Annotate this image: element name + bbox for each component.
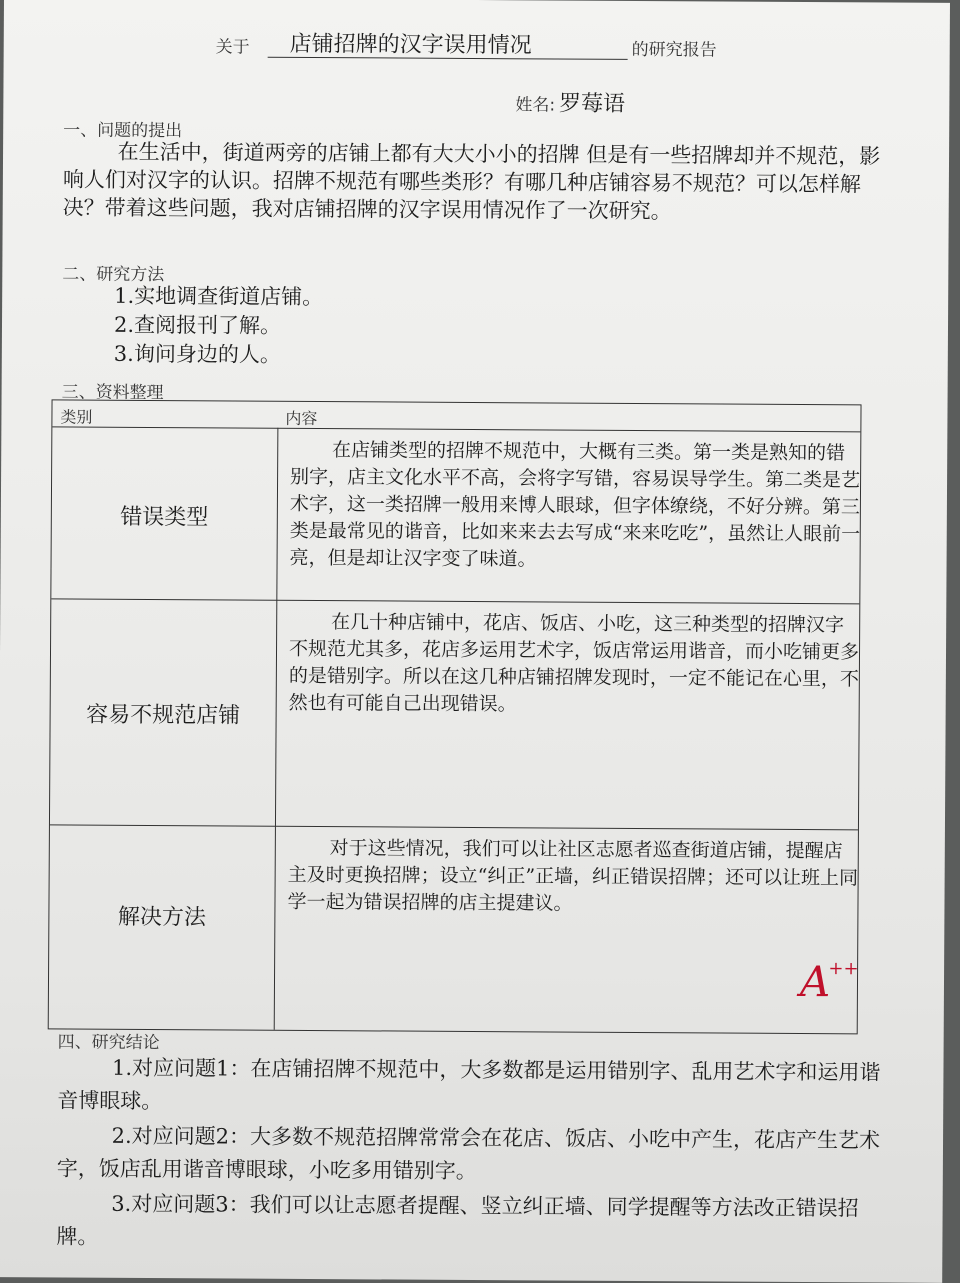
grade-letter: A [799, 956, 831, 1007]
header-category: 类别 [60, 407, 93, 427]
report-title [215, 26, 736, 61]
name-label: 姓名: [515, 95, 556, 116]
section-4-heading: 四、研究结论 [57, 1032, 160, 1054]
method-item-3: 3.询问身边的人。 [113, 341, 281, 367]
method-item-1: 1.实地调查街道店铺。 [114, 283, 324, 310]
title-topic: 店铺招牌的汉字误用情况 [289, 31, 532, 59]
section-2-heading: 二、研究方法 [62, 264, 165, 286]
student-name: 罗莓语 [559, 91, 626, 117]
row-1-content: 在店铺类型的招牌不规范中，大概有三类。第一类是熟知的错别字，店主文化水平不高，会将字写错，容易误导学生。第二类是艺术字，这一类招牌一般用来博人眼球，但字体缭绕，不好分辨。第三类是最常见的谐音，比如来来去去写成“来来吃吃”，虽然让人眼前一亮，但是却让汉字变了味道。 [289, 439, 861, 571]
row-3-content: 对于这些情况，我们可以让社区志愿者巡查街道店铺，提醒店主及时更换招牌；设立“纠正”正墙，纠正错误招牌；还可以让班上同学一起为错误招牌的店主提建议。 [287, 837, 859, 915]
row-3-category: 解决方法 [117, 904, 206, 931]
grade-suffix: ++ [828, 958, 859, 980]
conclusion-3: 3.对应问题3：我们可以让志愿者提醒、竖立纠正墙、同学提醒等方法改正错误招牌。 [56, 1191, 859, 1249]
section-1-heading: 一、问题的提出 [63, 120, 183, 142]
section-3-heading: 三、资料整理 [61, 382, 164, 404]
section-1-text: 在生活中，街道两旁的店铺上都有大大小小的招牌 但是有一些招牌却并不规范，影响人们对汉字的认识。招牌不规范有哪些类形？有哪几种店铺容易不规范？可以怎样解决？带着这些问题，我对店铺招牌的汉字误用情况作了一次研究。 [62, 139, 881, 224]
conclusion-1: 1.对应问题1：在店铺招牌不规范中，大多数都是运用错别字、乱用艺术字和运用谐音博眼球。 [57, 1055, 881, 1114]
method-item-2: 2.查阅报刊了解。 [113, 312, 282, 338]
table-row [51, 426, 860, 604]
header-content: 内容 [285, 408, 318, 429]
title-suffix: 的研究报告 [631, 39, 717, 61]
data-table [48, 399, 862, 1034]
title-prefix: 关于 [215, 37, 250, 58]
teacher-grade-mark [800, 957, 861, 1006]
row-1-category: 错误类型 [120, 504, 209, 531]
row-2-category: 容易不规范店铺 [86, 702, 241, 729]
title-topic-blank [268, 27, 628, 60]
table-row [50, 598, 859, 830]
conclusion-2: 2.对应问题2：大多数不规范招牌常常会在花店、饭店、小吃中产生，花店产生艺术字，饭店乱用谐音博眼球，小吃多用错别字。 [56, 1123, 881, 1184]
table-row [49, 824, 858, 1034]
student-name-line [515, 86, 625, 118]
row-2-content: 在几十种店铺中，花店、饭店、小吃，这三种类型的招牌汉字不规范尤其多，花店多运用艺术字，饭店常运用谐音，而小吃铺更多的是错别字。所以在这几种店铺招牌发现时，一定不能记在心里，不然也有可能自己出现错误。 [288, 611, 860, 716]
